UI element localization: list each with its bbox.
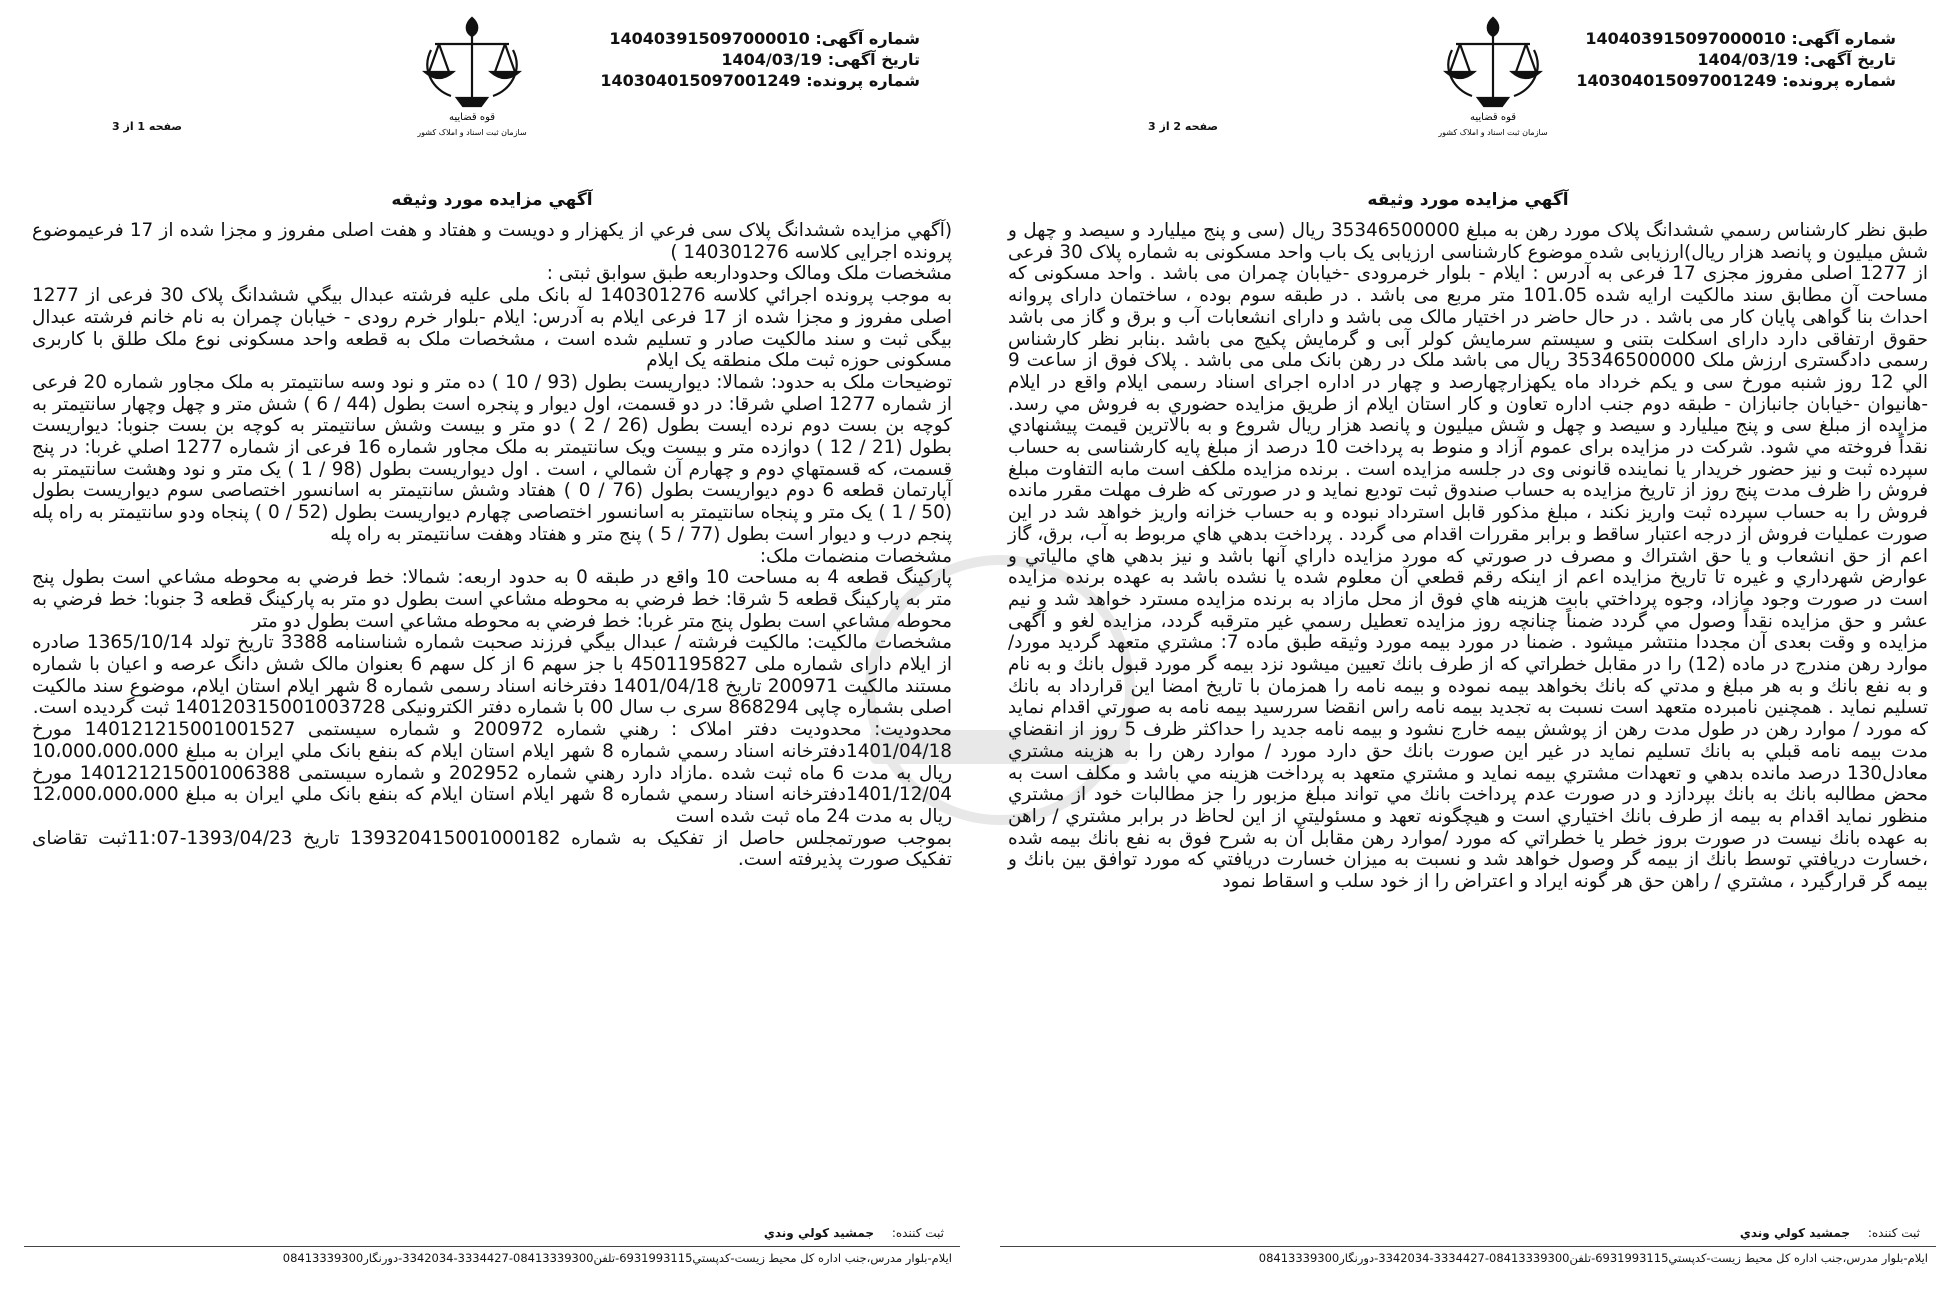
ad-date-label: تاریخ آگهی: (827, 50, 920, 69)
registrar (12, 1226, 972, 1240)
footer-divider (24, 1246, 960, 1247)
registrar-name: جمشيد كولي وندي (763, 1226, 875, 1240)
registrar (988, 1226, 1948, 1240)
office-address: ايلام-بلوار مدرس،جنب اداره كل محيط زيست-كدپستي6931993115-تلفن08413339300-3334427-3342034-دورنگار08413339300 (282, 1251, 952, 1265)
page-footer (12, 1226, 972, 1265)
body-paragraph: (آگهي مزايده ششدانگ پلاک سی فرعي از يكهزار و دويست و هفتاد و هفت اصلی مفروز و مجزا شده از 17 فرعيموضوع پرونده اجرايى كلاسه 140301276 ) (32, 220, 952, 263)
emblem-subcaption: سازمان ثبت اسناد و املاک کشور (417, 128, 527, 137)
body-paragraph: طبق نظر كارشناس رسمي ششدانگ پلاک مورد رهن به مبلغ 35346500000 ریال (سی و پنج میلیارد و سیصد و چهل و شش میلیون و پانصد هزار ریال)ارزیابی شده موضوع کارشناسی ارزیابی یک باب واحد مسکونی به شماره پلاک 30 فرعی از 1277 اصلی مفروز مجزی 17 فرعی به آدرس : ایلام - بلوار خرمرودی -خیابان چمران می باشد . واحد مسکونی که مساحت آن مطابق سند مالکیت ارایه شده 101.05 متر مربع می باشد . در طبقه سوم بوده ، ساختمان دارای پروانه احداث بنا گواهی پایان کار می باشد . در حال حاضر در اختیار مالک می باشد و دارای انشعابات آب و برق و گاز می باشد حقوق ارتفاقی دارد دارای اسکلت بتنی و سیستم سرمایش کولر آبی و گرمایش پکیج می باشد .بنابر نظر کارشناس رسمی دادگستری ارزش ملک 35346500000 ریال می باشد ملک در رهن بانک ملی می باشد . پلاک فوق از ساعت 9 الي 12 روز شنبه مورخ سی و یکم خرداد ماه یکهزارچهارصد و چهار در اداره اجرای اسناد رسمی ایلام واقع در ایلام -هانیوان -خیابان جانبازان - طبقه دوم جنب اداره تعاون و کار استان ایلام از طريق مزايده حضوري به فروش مي رسد. مزايده از مبلغ سی و پنج میلیارد و سیصد و چهل و شش میلیون و پانصد هزار ریال شروع و به بالاترين قيمت پيشنهادي نقداً فروخته مي شود. شرکت در مزایده برای عموم آزاد و منوط به پرداخت 10 درصد از مبلغ پایه کارشناسی به حساب سپرده ثبت و نیز حضور خریدار یا نماینده قانونی وی در جلسه مزایده است . برنده مزایده ملکف است مابه التفاوت مبلغ فروش را ظرف مدت پنج روز از تاریخ مزایده به حساب صندوق ثبت تودیع نماید و در صورتی که ظرف مهلت مقرر مانده فروش را به حساب سپرده ثبت واریز نکند ، مبلغ مذکور قابل استرداد نبوده و به حساب خزانه واریز خواهد شد در این صورت عملیات فروش از درجه اعتبار ساقط و برابر مقررات اقدام می گردد . پرداخت بدهي هاي مربوط به آب، برق، گاز اعم از حق انشعاب و يا حق اشتراك و مصرف در صورتي كه مورد مزايده داراي آنها باشد و نيز بدهي هاي مالياتي و عوارض شهرداري و غيره تا تاريخ مزايده اعم از اينكه رقم قطعي آن معلوم شده يا نشده باشد به عهده برنده مزايده است در صورت وجود مازاد، وجوه پرداختي بابت هزينه هاي فوق از محل مازاد به برنده مزايده مسترد خواهد شد و نيم عشر و حق مزايده نقداً وصول مي گردد ضمناً چنانچه روز مزايده تعطيل رسمي غير مترقبه گردد، مزايده لغو و آگهی مزايده و وقت بعدی آن مجددا منتشر میشود . ضمنا در مورد بيمه مورد وثيقه طبق ماده 7: مشتري متعهد گرديد مورد/موارد رهن مندرج در ماده (12) را در مقابل خطراتي كه از طرف بانك تعيين ميشود نزد بيمه گر مورد قبول بانك و به نام و به نفع بانك و به هر مبلغ و مدتي كه بانك بخواهد بيمه نموده و بيمه نامه را همزمان با تاريخ امضا اين قرارداد به بانك تسليم نمايد . همچنين نامبرده متعهد است نسبت به تجديد بيمه نامه راس انقضا سررسيد بيمه نامه به صورتي اقدام نمايد كه مورد / موارد رهن در طول مدت رهن از پوشش بيمه خارج نشود و بيمه نامه جديد را حداكثر ظرف 5 روز از انقضاي مدت بيمه نامه قبلي به بانك تسليم نمايد در غير اين صورت بانك حق دارد مورد / موارد رهن را به هزينه مشتري معادل130 درصد مانده بدهي و تعهدات مشتري بيمه نمايد و مشتري متعهد به پرداخت هزينه مي باشد و مكلف است به محض مطالبه بانك به بانك بپردازد و در صورت عدم پرداخت بانك مي تواند مبلغ مزبور را جز مطالبات خود از مشتري منظور نمايد اقدام به بيمه از طرف بانك اختياري است و هيچگونه تعهد و مسئوليتي از اين لحاظ در برابر مشتري / راهن به عهده بانك نيست در صورت بروز خطر يا خطراتي كه مورد /موارد رهن مقابل آن به شرح فوق به نفع بانك بيمه شده ،خسارت دريافتي توسط بانك از بيمه گر وصول خواهد شد و نسبت به ميزان خسارت دريافتي كه مورد توافق بين بانك و بيمه گر قرارگيرد ، مشتري / راهن حق هر گونه ايراد و اعتراض را از خود سلب و اسقاط نمود (1008, 220, 1929, 893)
case-number-label: شماره پرونده: (806, 71, 920, 90)
announcement-page-1 (12, 0, 972, 1315)
announcement-meta (1576, 28, 1896, 91)
body-paragraph: به موجب پرونده اجرائي كلاسه 140301276 له بانک ملی علیه فرشته عبدال بيگي ششدانگ پلاک 30 فرعی از 1277 اصلی مفروز و مجزا شده از 17 فرعی ایلام به آدرس: ایلام -بلوار خرم رودی - خیابان چمران به نام خانم فرشته عبدال بیگی ثبت و سند مالکیت صادر و تسلیم شده است ، مشخصات ملک به قطعه واحد مسکونی نوع ملک طلق با کاربری مسکونی حوزه ثبت ملک منطقه یک ایلام (32, 285, 952, 372)
case-number-label: شماره پرونده: (1782, 71, 1896, 90)
emblem-caption: قوه قضاییه (1469, 112, 1517, 123)
page-number: صفحه 2 از 3 (1148, 120, 1219, 133)
body-paragraph: پارکینگ قطعه 4 به مساحت 10 واقع در طبقه 0 به حدود اربعه: شمالا: خط فرضي به محوطه مشاعي است بطول پنج متر به پارکینگ قطعه 5 شرقا: خط فرضي به محوطه مشاعي است بطول دو متر به پارکینگ قطعه 3 جنوبا: خط فرضي به محوطه مشاعي است بطول پنج متر غربا: خط فرضي به محوطه مشاعي است بطول دو متر (32, 567, 953, 632)
page-number: صفحه 1 از 3 (112, 120, 183, 133)
announcement-page-2 (988, 0, 1948, 1315)
ad-date-label: تاریخ آگهی: (1803, 50, 1896, 69)
emblem-subcaption: سازمان ثبت اسناد و املاک کشور (1438, 128, 1548, 137)
page-header (12, 0, 972, 180)
body-paragraph: محدوديت: محدوديت دفتر املاک : رهني شماره 200972 و شماره سيستمی 140121215001001527 مورخ 1401/04/18دفترخانه اسناد رسمي شماره 8 شهر ايلام استان ايلام كه بنفع بانک ملي ايران به مبلغ 10،000،000،000 ريال به مدت 6 ماه ثبت شده .مازاد دارد رهني شماره 202952 و شماره سيستمی 140121215001006388 مورخ 1401/12/04دفترخانه اسناد رسمي شماره 8 شهر ايلام استان ايلام كه بنفع بانک ملي ايران به مبلغ 12،000،000،000 ريال به مدت 24 ماه ثبت شده است (32, 719, 952, 827)
ad-date: 1404/03/19 (1697, 50, 1799, 69)
case-number: 140304015097001249 (600, 71, 801, 90)
ad-number-label: شماره آگهی: (815, 29, 920, 48)
announcement-meta (600, 28, 920, 91)
announcement-body (1008, 220, 1928, 893)
body-paragraph: مشخصات ملک ومالک وحدوداربعه طبق سوابق ثبتی : (546, 263, 952, 285)
ad-number: 14040391509700001​0 (1585, 29, 1786, 48)
ad-number-label: شماره آگهی: (1791, 29, 1896, 48)
body-paragraph: مشخصات مالکیت: مالکیت فرشته / عبدال بيگي فرزند صحبت شماره شناسنامه 3388 تاریخ تولد 1365/10/14 صادره از ایلام دارای شماره ملی 4501195827 با جز سهم 6 از کل سهم 6 بعنوان مالک شش دانگ عرصه و اعیان با شماره مستند مالکیت 200971 تاریخ 1401/04/18 دفترخانه اسناد رسمی شماره 8 شهر ایلام استان ایلام، موضوع سند مالکیت اصلی بشماره چاپی 868294 سری ب سال 00 با شماره دفتر الکترونیکی 140120315001003728 ثبت گردیده است. (32, 632, 953, 719)
body-paragraph: توضیحات ملک به حدود: شمالا: دیواریست بطول (93 / 10 ) ده متر و نود وسه سانتیمتر به ملک مجاور شماره 20 فرعی از شماره 1277 اصلي شرقا: در دو قسمت، اول دیوار و پنجره است بطول (44 / 6 ) شش متر و چهل وچهار سانتیمتر به کوچه بن بست دوم نرده ایست بطول (26 / 2 ) دو متر و بیست وشش سانتیمتر به کوچه بن بست جنوبا: دیواریست بطول (21 / 12 ) دوازده متر و بیست ویک سانتیمتر به ملک مجاور شماره 16 فرعی از شماره 1277 اصلي غربا: در پنج قسمت، که قسمتهاي دوم و چهارم آن شمالي ، است . اول دیواریست بطول (98 / 1 ) یک متر و نود وهشت سانتیمتر به آپارتمان قطعه 6 دوم دیواریست بطول (76 / 0 ) هفتاد وشش سانتیمتر به اسانسور اختصاصی سوم دیواریست بطول (50 / 1 ) یک متر و پنجاه سانتیمتر به اسانسور اختصاصی چهارم دیواریست بطول (52 / 0 ) پنجاه ودو سانتیمتر به راه پله پنجم درب و دیوار است بطول (77 / 5 ) پنج متر و هفتاد وهفت سانتیمتر به راه پله (32, 371, 953, 545)
footer-divider (1000, 1246, 1936, 1247)
ad-date: 1404/03/19 (721, 50, 823, 69)
emblem-caption: قوه قضاییه (448, 112, 496, 123)
judiciary-emblem-icon (1438, 10, 1548, 140)
ad-number: 140403915097000010 (609, 29, 810, 48)
office-address: ايلام-بلوار مدرس،جنب اداره كل محيط زيست-كدپستي6931993115-تلفن08413339300-3334427-3342034-دورنگار08413339300 (1258, 1251, 1928, 1265)
announcement-body (32, 220, 952, 871)
page-header (988, 0, 1948, 180)
registrar-label: ثبت کننده: (891, 1226, 944, 1240)
announcement-title: آگهي مزايده مورد وثيقه (1367, 190, 1569, 210)
registrar-label: ثبت کننده: (1867, 1226, 1920, 1240)
registrar-name: جمشيد كولي وندي (1739, 1226, 1851, 1240)
case-number: 140304015097001249 (1576, 71, 1777, 90)
announcement-title: آگهي مزايده مورد وثيقه (391, 190, 593, 210)
judiciary-emblem-icon (417, 10, 527, 140)
page-footer (988, 1226, 1948, 1265)
body-paragraph: بموجب صورتمجلس حاصل از تفکیک به شماره 13932041500100018​2 تاریخ 1393/04/23-11:07ثبت تقاضای تفکیک صورت پذیرفته است. (32, 827, 952, 871)
body-paragraph: مشخصات منضمات ملک: (759, 545, 952, 567)
